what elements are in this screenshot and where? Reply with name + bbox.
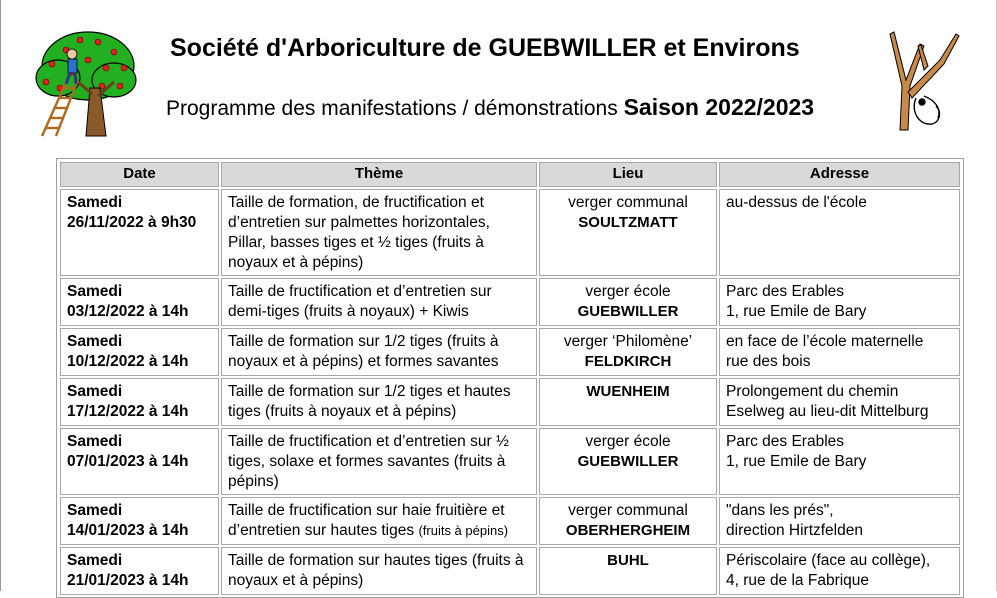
date-cell [60,547,219,595]
lieu-town: OBERHERGHEIM [565,522,691,539]
page-edge-left [0,0,1,591]
theme-cell: Taille de formation, de fructification et d’entretien sur palmettes horizontales, Pillar, basses tiges et ½ tiges (fruits à noyaux et à pépins) [221,189,537,276]
lieu-type: verger école [585,433,671,450]
lieu-town: GUEBWILLER [577,453,679,470]
date-cell [60,378,219,426]
lieu-town: FELDKIRCH [584,353,672,370]
theme-cell: Taille de formation sur hautes tiges (fruits à noyaux et à pépins) [221,547,537,595]
address-line-2: rue des bois [726,353,811,370]
theme-cell: Taille de fructification et d’entretien sur demi-tiges (fruits à noyaux) + Kiwis [221,278,537,326]
address-line-2: 1, rue Emile de Bary [726,303,867,320]
address-line-2: direction Hirtzfelden [726,522,863,539]
address-cell [719,378,960,426]
page-subtitle [166,94,856,121]
day-label: Samedi [67,283,123,300]
table-row [60,189,960,276]
lieu-type: verger ‘Philomène’ [563,333,693,350]
lieu-cell [539,278,717,326]
lieu-type: verger communal [568,502,688,519]
address-cell [719,189,960,276]
address-line-2: 4, rue de la Fabrique [726,572,870,589]
datetime-label: 10/12/2022 à 14h [67,353,189,370]
lieu-cell [539,328,717,376]
date-cell [60,428,219,495]
day-label: Samedi [67,502,123,519]
lieu-town: WUENHEIM [586,383,670,400]
lieu-town: BUHL [607,552,649,569]
lieu-type: verger école [585,283,671,300]
day-label: Samedi [67,333,123,350]
table-row [60,278,960,326]
lieu-cell [539,428,717,495]
table-row [60,328,960,376]
address-line-1: Parc des Erables [726,433,845,450]
day-label: Samedi [67,194,123,211]
table-row [60,428,960,495]
address-line-1: en face de l’école maternelle [726,333,924,350]
address-cell [719,278,960,326]
day-label: Samedi [67,433,123,450]
day-label: Samedi [67,552,123,569]
lieu-cell [539,378,717,426]
address-line-1: au-dessus de l'école [726,194,867,211]
address-line-1: Parc des Erables [726,283,845,300]
table-row [60,497,960,545]
address-cell [719,497,960,545]
address-line-2: Eselweg au lieu-dit Mittelburg [726,403,929,420]
table-row [60,378,960,426]
address-line-1: Périscolaire (face au collège), [726,552,931,569]
date-cell [60,278,219,326]
lieu-cell [539,189,717,276]
address-cell [719,428,960,495]
day-label: Samedi [67,383,123,400]
datetime-label: 14/01/2023 à 14h [67,522,189,539]
program-table-frame [56,158,964,598]
page-title: Société d'Arboriculture de GUEBWILLER et Environs [170,34,800,62]
theme-cell: Taille de formation sur 1/2 tiges et hautes tiges (fruits à noyaux et à pépins) [221,378,537,426]
header-lieu: Lieu [539,162,717,187]
address-line-2: 1, rue Emile de Bary [726,453,867,470]
season-label: Saison 2022/2023 [623,94,815,120]
program-table [58,160,962,598]
lieu-cell [539,497,717,545]
subtitle-text: Programme des manifestations / démonstrations [166,97,618,120]
table-row [60,547,960,595]
lieu-cell [539,547,717,595]
header-adresse: Adresse [719,162,960,187]
theme-note: (fruits à pépins) [418,523,509,538]
header-date: Date [60,162,219,187]
table-header-row [60,162,960,187]
date-cell [60,189,219,276]
apple-tree-picker-icon [32,24,140,145]
datetime-label: 03/12/2022 à 14h [67,303,189,320]
date-cell [60,497,219,545]
pruning-shears-icon [880,26,964,137]
lieu-town: SOULTZMATT [578,214,678,231]
datetime-label: 26/11/2022 à 9h30 [67,214,197,231]
datetime-label: 17/12/2022 à 14h [67,403,189,420]
address-cell [719,328,960,376]
datetime-label: 07/01/2023 à 14h [67,453,189,470]
address-cell [719,547,960,595]
address-line-1: Prolongement du chemin [726,383,899,400]
theme-cell: Taille de fructification et d’entretien sur ½ tiges, solaxe et formes savantes (fruits à pépins) [221,428,537,495]
lieu-type: verger communal [568,194,688,211]
datetime-label: 21/01/2023 à 14h [67,572,189,589]
theme-cell: Taille de formation sur 1/2 tiges (fruits à noyaux et à pépins) et formes savantes [221,328,537,376]
header-theme: Thème [221,162,537,187]
lieu-town: GUEBWILLER [577,303,679,320]
date-cell [60,328,219,376]
theme-cell [221,497,537,545]
address-line-1: "dans les prés", [726,502,834,519]
theme-text: Taille de fructification sur haie fruitière et d’entretien sur hautes tiges [228,502,505,539]
